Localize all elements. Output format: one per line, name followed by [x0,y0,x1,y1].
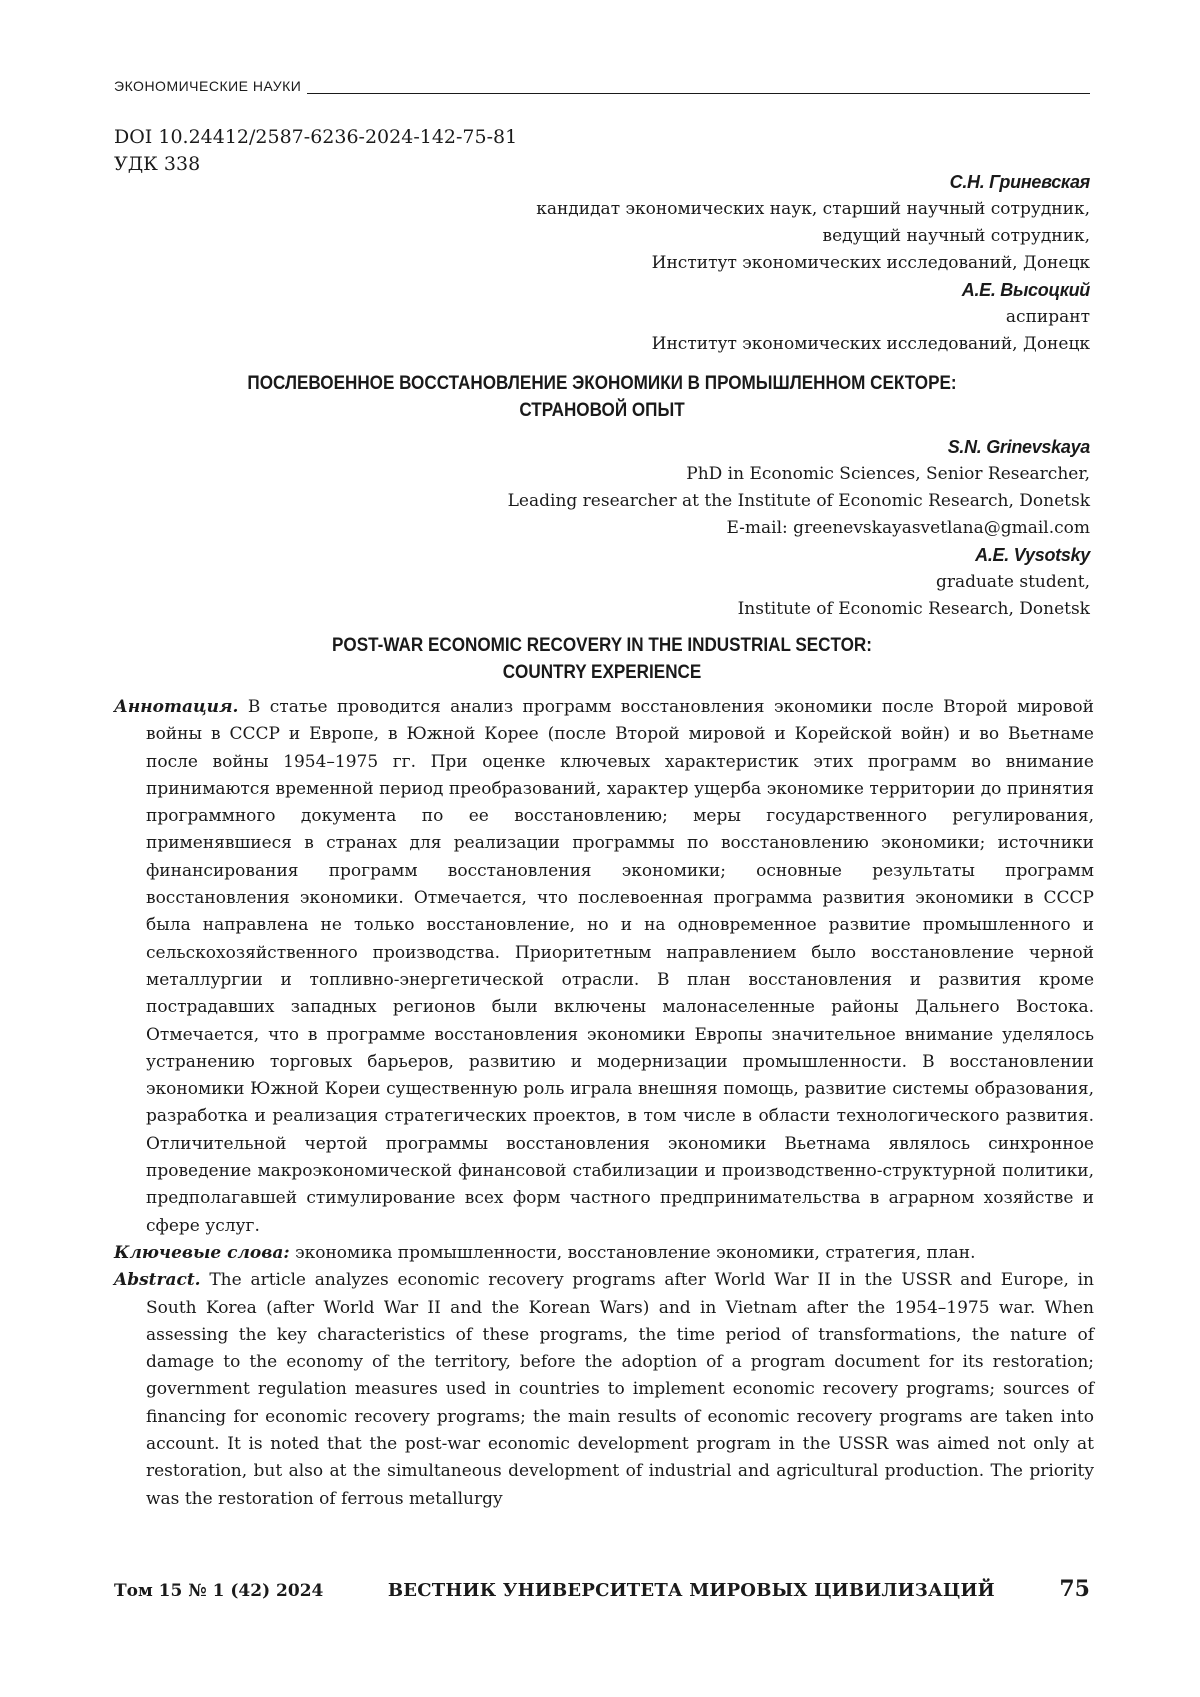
page-footer [114,1576,1090,1602]
identifiers [114,124,517,178]
author-affiliation-line: Институт экономических исследований, Донецк [651,334,1090,354]
issue-info: Том 15 № 1 (42) 2024 [114,1581,324,1601]
abstract-paragraph [114,1267,1094,1513]
author-name: С.Н. Гриневская [949,172,1090,192]
author-affiliation-line: Институт экономических исследований, Донецк [651,253,1090,273]
author-en-1 [508,434,1090,542]
journal-title: ВЕСТНИК УНИВЕРСИТЕТА МИРОВЫХ ЦИВИЛИЗАЦИЙ [387,1580,995,1601]
author-affiliation-line: Leading researcher at the Institute of Economic Research, Donetsk [507,491,1090,511]
udk: УДК 338 [114,153,201,175]
abstract-label: Abstract. [114,1270,201,1291]
article-title-en [163,632,1041,686]
keywords-paragraph [114,1240,1094,1267]
annotation-text: В статье проводится анализ программ восстановления экономики после Второй мировой войны в СССР и Европе, в Южной Корее (после Второй мировой и Корейской войн) и во Вьетнаме после войны 1954–1975 гг. При оценке ключевых характеристик этих программ во внимание принимаются временной период преобразований, характер ущерба экономике территории до принятия программного документа по ее восстановлению; меры государственного регулирования, применявшиеся в странах для реализации программы по восстановлению экономики; источники финансирования программ восстановления экономики; основные результаты программ восстановления экономики. Отмечается, что послевоенная программа развития экономики в СССР была направлена не только восстановление, но и на одновременное развитие промышленного и сельскохозяйственного производства. Приоритетным направлением было восстановление черной металлургии и топливно-энергетической отрасли. В план восстановления и развития кроме пострадавших западных регионов были включены малонаселенные районы Дальнего Востока. Отмечается, что в программе восстановления экономики Европы значительное внимание уделялось устранению торговых барьеров, развитию и модернизации промышленности. В восстановлении экономики Южной Кореи существенную роль играла внешняя помощь, развитие системы образования, разработка и реализация стратегических проектов, в том числе в области технологического развития. Отличительной чертой программы восстановления экономики Вьетнама являлось синхронное проведение макроэкономической финансовой стабилизации и производственно-структурной политики, предполагавшей стимулирование всех форм частного предпринимательства в аграрном хозяйстве и сфере услуг. [146,697,1094,1236]
author-name: S.N. Grinevskaya [947,437,1090,457]
abstract-section [114,694,1094,1513]
title-line: ПОСЛЕВОЕННОЕ ВОССТАНОВЛЕНИЕ ЭКОНОМИКИ В ПРОМЫШЛЕННОМ СЕКТОРЕ: [247,373,957,394]
doi: DOI 10.24412/2587-6236-2024-142-75-81 [114,126,518,148]
author-name: A.E. Vysotsky [975,545,1090,565]
author-email: E-mail: greenevskayasvetlana@gmail.com [726,518,1090,538]
author-affiliation-line: graduate student, [935,572,1090,592]
author-affiliation-line: Institute of Economic Research, Donetsk [737,599,1090,619]
keywords-label: Ключевые слова: [114,1242,290,1263]
author-en-2 [738,542,1090,623]
author-ru-2 [652,277,1090,358]
author-affiliation-line: PhD in Economic Sciences, Senior Researcher, [686,464,1090,484]
title-line: POST-WAR ECONOMIC RECOVERY IN THE INDUSTRIAL SECTOR: [332,635,872,656]
annotation-paragraph [114,694,1094,1240]
article-title-ru [163,370,1041,424]
author-affiliation-line: кандидат экономических наук, старший научный сотрудник, [536,199,1090,219]
keywords-text: экономика промышленности, восстановление экономики, стратегия, план. [295,1242,976,1263]
author-name: А.Е. Высоцкий [961,280,1090,300]
running-head [114,78,1090,94]
author-ru-1 [536,169,1090,277]
annotation-label: Аннотация. [114,697,239,717]
page-number: 75 [1059,1576,1090,1602]
title-line: СТРАНОВОЙ ОПЫТ [519,400,685,421]
header-rule [307,81,1090,94]
section-name: ЭКОНОМИЧЕСКИЕ НАУКИ [114,78,302,94]
author-affiliation-line: ведущий научный сотрудник, [822,226,1090,246]
author-affiliation-line: аспирант [1005,307,1090,327]
abstract-text: The article analyzes economic recovery programs after World War II in the USSR and Europe, in South Korea (after World War II and the Korean Wars) and in Vietnam after the 1954–1975 war. When assessing the key characteristics of these programs, the time period of transformations, the nature of damage to the economy of the territory, before the adoption of a program document for its restoration; government regulation measures used in countries to implement economic recovery programs; sources of financing for economic recovery programs; the main results of economic recovery programs are taken into account. It is noted that the post-war economic development program in the USSR was aimed not only at restoration, but also at the simultaneous development of industrial and agricultural production. The priority was the restoration of ferrous metallurgy [146,1270,1094,1509]
title-line: COUNTRY EXPERIENCE [502,662,702,683]
